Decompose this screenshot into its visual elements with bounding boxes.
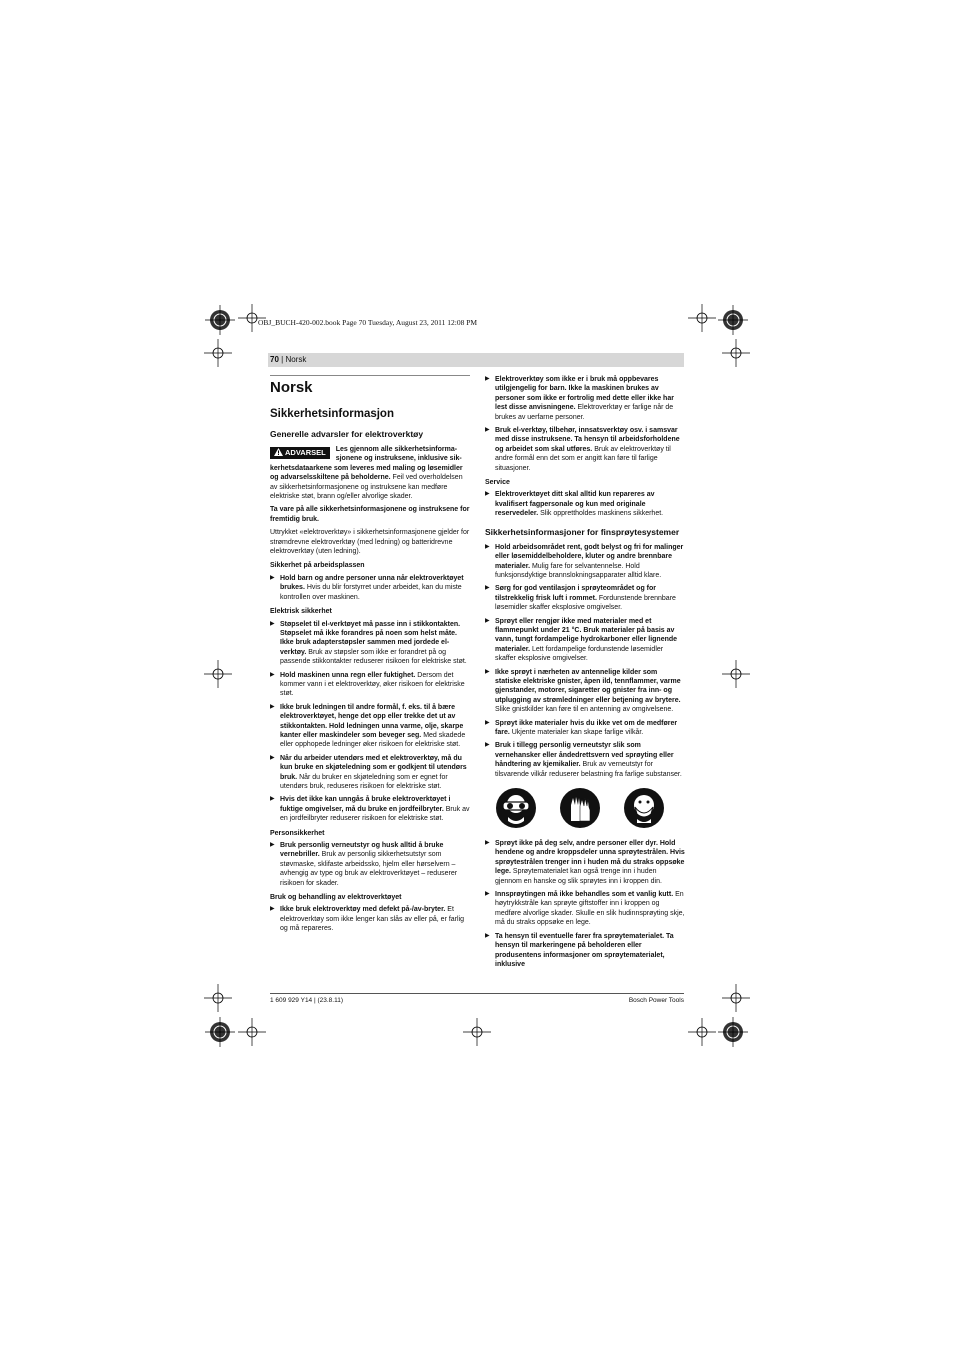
- left-column: [270, 375, 470, 938]
- footer-brand: Bosch Power Tools: [628, 997, 684, 1004]
- crosshair-mark-icon: [204, 339, 232, 367]
- page-number: 70: [270, 355, 279, 364]
- crosshair-mark-icon: [722, 984, 750, 1012]
- list-item: ▶ Bruk personlig verneutstyr og husk alltid å bruke vernebriller. Bruk av personlig sikkerhetsutstyr som støvmaske, sklifaste arbeidssko, hjelm eller hørselvern – avhengig av type og bruk av elektroverktøyet – reduserer risikoen for skader.: [270, 841, 470, 888]
- list-item: ▶ Ta hensyn til eventuelle farer fra sprøytematerialet. Ta hensyn til markeringene på beholderen eller produsentens informasjoner om sprøytematerialet, inklusive: [485, 932, 685, 970]
- registration-mark-icon: [205, 1017, 235, 1047]
- subheading: Generelle advarsler for elektroverktøy: [270, 429, 424, 439]
- list-item: ▶ Ikke sprøyt i nærheten av antennelige kilder som statiske elektriske gnister, åpen ild, tennflammer, varme gjenstander, motorer, sigaretter og gnister fra inn- og utplugging av strømledninger eller betjening av brytere. Slike gnistkilder kan føre til en antenning av omgivelsene.: [485, 668, 685, 715]
- right-column: [485, 375, 685, 973]
- crosshair-mark-icon: [688, 304, 716, 332]
- definition: Uttrykket «elektroverktøy» i sikkerhetsinformasjonene gjelder for strømdrevne elektroverktøy (med ledning) og batteridrevne elektroverktøy (uten ledning).: [270, 529, 470, 556]
- section-name: Norsk: [285, 355, 307, 364]
- crosshair-mark-icon: [463, 1018, 491, 1046]
- list-item: ▶ Innsprøytingen må ikke behandles som et vanlig kutt. En høytrykkstråle kan sprøyte giftstoffer inn i kroppen og medføre alvorlige skader. Skulle en slik hudinnsprøyting skje, må du straks oppsøke en lege.: [485, 890, 685, 928]
- print-info: OBJ_BUCH-420-002.book Page 70 Tuesday, August 23, 2011 12:08 PM: [258, 318, 478, 327]
- list-item: ▶ Sprøyt ikke materialer hvis du ikke vet om de medfører fare. Ukjente materialer kan skape farlige vilkår.: [485, 719, 685, 738]
- page-title: Norsk: [270, 379, 313, 396]
- crosshair-mark-icon: [722, 660, 750, 688]
- list-item: ▶ Bruk el-verktøy, tilbehør, innsatsverktøy osv. i samsvar med disse instruksene. Ta hensyn til arbeidsforholdene og arbeidet som skal utføres. Bruk av elektroverktøy til andre formål enn det som er angitt kan føre til farlige situasjoner.: [485, 426, 685, 473]
- registration-mark-icon: [718, 305, 748, 335]
- keep-note: Ta vare på alle sikkerhetsinformasjonene og instruksene for fremtidig bruk.: [270, 506, 470, 523]
- crosshair-mark-icon: [204, 660, 232, 688]
- list-item: ▶ Hold arbeidsområdet rent, godt belyst og fri for malinger eller løsemiddelbeholdere, kluter og andre brennbare materialer. Mulig fare for selvantennelse. Hold funksjonsdyktige brannslokningsapparater alltid klare.: [485, 543, 685, 581]
- list-item: ▶ Hold maskinen unna regn eller fuktighet. Dersom det kommer vann i et elektroverktøy, øker risikoen for elektriske støt.: [270, 671, 470, 699]
- page-header: 70 | Norsk: [268, 353, 684, 367]
- registration-mark-icon: [718, 1017, 748, 1047]
- warning-badge: ADVARSEL: [270, 447, 330, 459]
- sec-electrical: Elektrisk sikkerhet: [270, 608, 332, 616]
- warning-triangle-icon: [274, 448, 283, 456]
- list-item: ▶ Hvis det ikke kan unngås å bruke elektroverktøyet i fuktige omgivelser, må du bruke en jordfeilbryter. Bruk av en jordfeilbryter reduserer risikoen for elektriske støt.: [270, 795, 470, 823]
- list-item: ▶ Sørg for god ventilasjon i sprøyteområdet og for tilstrekkelig frisk luft i rommet. Fordunstende brennbare løsemidler skaffer eksplosive omgivelser.: [485, 584, 685, 612]
- list-item: ▶ Bruk i tillegg personlig verneutstyr slik som vernehansker eller åndedrettsvern ved sprøyting eller håndtering av kjemikalier. Bruk av verneutstyr for tilsvarende vilkår reduserer belastning fra farlige substanser.: [485, 741, 685, 779]
- section-heading: Sikkerhetsinformasjon: [270, 408, 394, 420]
- list-item: ▶ Ikke bruk ledningen til andre formål, f. eks. til å bære elektroverktøyet, henge det opp eller trekke det ut av stikkontakten. Hold ledningen unna varme, olje, skarpe kanter eller maskindeler som beveger seg. Med skadede eller opphopede ledninger øker risikoen for elektriske støt.: [270, 703, 470, 750]
- safety-goggles-icon: [495, 787, 537, 829]
- crosshair-mark-icon: [204, 984, 232, 1012]
- list-item: ▶ Sprøyt eller rengjør ikke med materialer med et flammepunkt under 21 °C. Bruk materialer på basis av vann, tungt fordampelige hydrokarboner eller lignende materialer. Lett fordampelige fordunstende løsemidler skaffer eksplosive omgivelser.: [485, 617, 685, 664]
- crosshair-mark-icon: [238, 1018, 266, 1046]
- list-item: ▶ Ikke bruk elektroverktøy med defekt på-/av-bryter. Et elektroverktøy som ikke lenger kan slås av eller på, er farlig og må repareres.: [270, 905, 470, 933]
- crosshair-mark-icon: [688, 1018, 716, 1046]
- list-item: ▶ Sprøyt ikke på deg selv, andre personer eller dyr. Hold hendene og andre kroppsdeler unna sprøytestrålen. Hvis sprøytestrålen trenger inn i huden må du straks oppsøke lege. Sprøytematerialet kan også trenge inn i huden gjennom en hanske og slik sprøytes inn i kroppen din.: [485, 839, 685, 886]
- warning-paragraph: ADVARSEL Les gjennom alle sikkerhetsinforma-sjonene og instruksene, inklusive sik-kerhetsdataarkene som leveres med maling og løsemidler og advarselsskiltene på beholderne. Feil ved overholdelsen av sikkerhetsinformasjonene og instruksene kan medføre elektriske støt, brann og/eller alvorlige skader.: [270, 446, 463, 501]
- page-footer: [270, 993, 684, 1004]
- registration-mark-icon: [205, 305, 235, 335]
- list-item: ▶ Elektroverktøy som ikke er i bruk må oppbevares utilgjengelig for barn. Ikke la maskinen brukes av personer som ikke er fortrolig med dette eller ikke har lest disse anvisningene. Elektroverktøy er farlige når de brukes av uerfarne personer.: [485, 375, 685, 422]
- sec-use: Bruk og behandling av elektroverktøyet: [270, 894, 402, 902]
- sec-workplace: Sikkerhet på arbeidsplassen: [270, 562, 365, 570]
- sec-service: Service: [485, 479, 510, 487]
- crosshair-mark-icon: [722, 339, 750, 367]
- sec-personal: Personsikkerhet: [270, 829, 325, 837]
- spray-heading: Sikkerhetsinformasjoner for finsprøytesystemer: [485, 526, 680, 537]
- respirator-mask-icon: [623, 787, 665, 829]
- footer-doc-number: 1 609 929 Y14 | (23.8.11): [270, 997, 344, 1004]
- list-item: ▶ Hold barn og andre personer unna når elektroverktøyet brukes. Hvis du blir forstyrret under arbeidet, kan du miste kontrollen over maskinen.: [270, 574, 470, 602]
- list-item: ▶ Når du arbeider utendørs med et elektroverktøy, må du kun bruke en skjøteledning som er godkjent til utendørs bruk. Når du bruker en skjøteledning som er egnet for utendørs bruk, reduseres risikoen for elektriske støt.: [270, 754, 470, 792]
- protective-gloves-icon: [559, 787, 601, 829]
- ppe-icons: [495, 787, 685, 829]
- list-item: ▶ Støpselet til el-verktøyet må passe inn i stikkontakten. Støpselet må ikke forandres på noen som helst måte. Ikke bruk adapterstøpsler sammen med jordede el-verktøy. Bruk av støpsler som ikke er forandret på og passende stikkontakter reduserer risikoen for elektriske støt.: [270, 620, 470, 667]
- list-item: ▶ Elektroverktøyet ditt skal alltid kun repareres av kvalifisert fagpersonale og kun med originale reservedeler. Slik opprettholdes maskinens sikkerhet.: [485, 490, 685, 518]
